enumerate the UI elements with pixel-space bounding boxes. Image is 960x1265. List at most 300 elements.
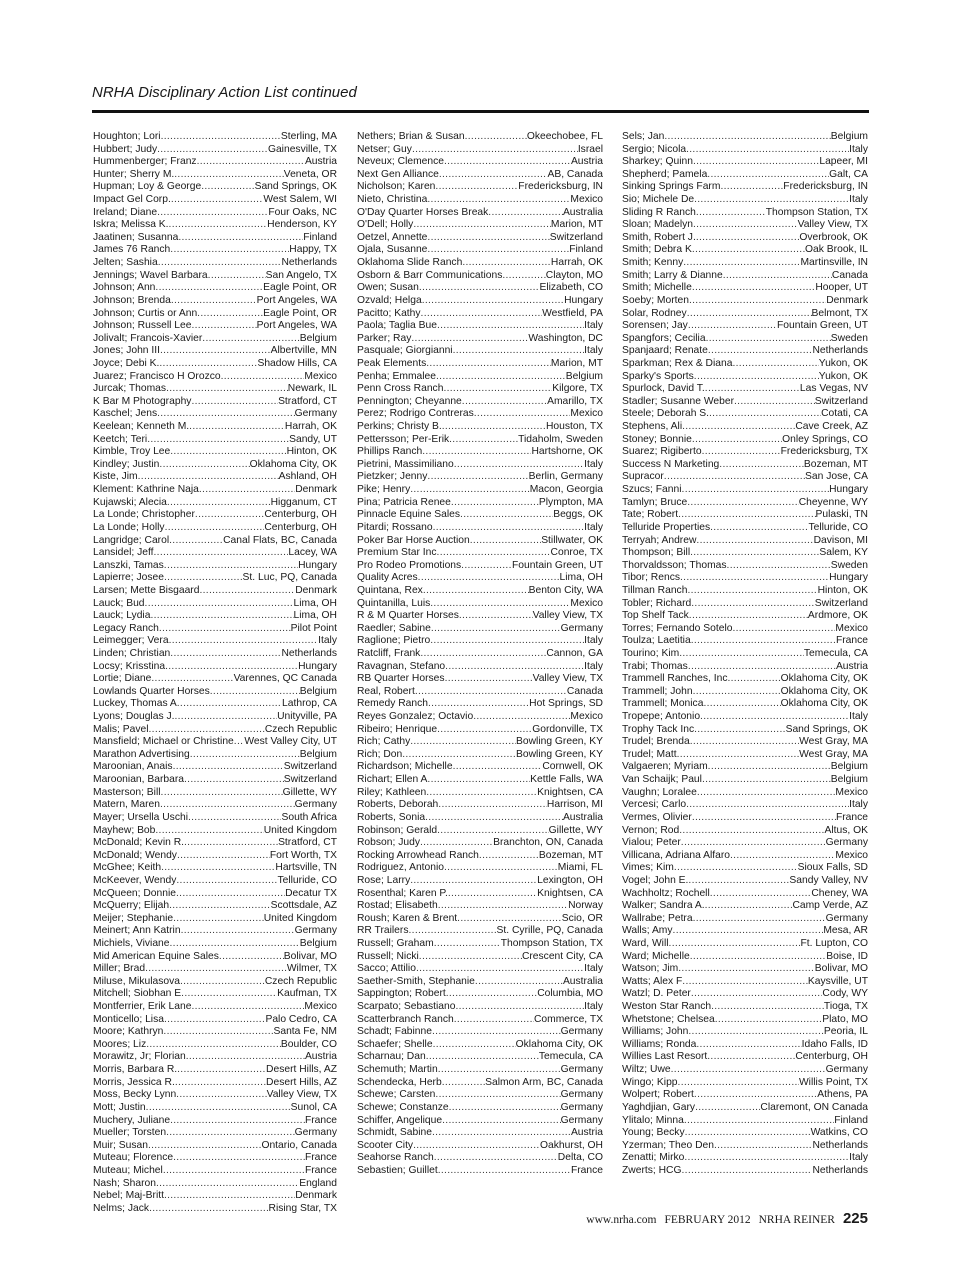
dot-leader <box>163 1165 305 1178</box>
list-item <box>357 1115 603 1128</box>
entry-location: Sweden <box>830 332 868 344</box>
dot-leader <box>180 976 265 989</box>
entry-name: McQuerry; Elijah <box>93 900 170 912</box>
entry-name: James 76 Ranch <box>93 244 171 256</box>
dot-leader <box>427 244 569 257</box>
entry-name: Oklahoma Slide Ranch <box>357 257 463 269</box>
list-item <box>357 724 603 737</box>
list-item <box>93 345 337 358</box>
entry-location: Sandy, UT <box>289 433 337 445</box>
entry-name: Remedy Ranch <box>357 698 428 710</box>
list-item <box>93 686 337 699</box>
entry-name: Peak Elements <box>357 357 427 369</box>
list-item <box>93 862 337 875</box>
entry-name: Legacy Ranch <box>93 622 159 634</box>
entry-name: Sappington; Robert <box>357 988 446 1000</box>
dot-leader <box>691 598 815 611</box>
entry-location: Sandy Valley, NV <box>789 874 868 886</box>
dot-leader <box>673 925 824 938</box>
entry-name: Lyons; Douglas J. <box>93 711 175 723</box>
entry-name: Lauck; Lydia <box>93 610 151 622</box>
entry-name: Matern, Maren <box>93 799 160 811</box>
list-item <box>357 194 603 207</box>
list-item <box>622 522 868 535</box>
entry-name: La Londe; Christopher <box>93 509 195 521</box>
list-item <box>357 900 603 913</box>
dot-leader <box>410 736 516 749</box>
entry-name: Jelten; Sashia <box>93 257 158 269</box>
entry-location: Austria <box>570 1127 603 1139</box>
dot-leader <box>703 698 780 711</box>
entry-location: Oklahoma City, OK <box>249 458 337 470</box>
list-item <box>622 333 868 346</box>
entry-name: Vernon; Rod <box>622 824 680 836</box>
dot-leader <box>173 761 284 774</box>
list-item <box>93 661 337 674</box>
list-item <box>93 244 337 257</box>
entry-name: Jennings; Wavel Barbara <box>93 269 208 281</box>
entry-location: Stratford, CT <box>278 837 337 849</box>
dot-leader <box>148 1140 261 1153</box>
entry-location: Hungary <box>298 559 337 571</box>
list-item <box>93 900 337 913</box>
entry-name: Morawitz, Jr; Florian <box>93 1051 186 1063</box>
entry-location: Willis Point, TX <box>798 1076 868 1088</box>
list-item <box>622 724 868 737</box>
entry-name: Sebastien; Guillet <box>357 1164 438 1176</box>
list-item <box>622 320 868 333</box>
entry-name: Maroonian, Anais <box>93 761 173 773</box>
dot-leader <box>188 812 281 825</box>
dot-leader <box>419 282 540 295</box>
list-item <box>357 686 603 699</box>
list-item <box>93 825 337 838</box>
entry-name: Ylitalo; Minna <box>622 1114 684 1126</box>
list-item <box>357 888 603 901</box>
entry-name: Sergio; Nicola <box>622 143 687 155</box>
entry-name: Yaghdjian, Gary <box>622 1101 696 1113</box>
entry-location: France <box>304 1164 337 1176</box>
list-item <box>357 598 603 611</box>
dot-leader <box>164 572 243 585</box>
entry-name: Spanjaard; Renate <box>622 345 708 357</box>
entry-location: West Gray, MA <box>799 736 868 748</box>
entry-name: Suarez; Rigiberto <box>622 446 702 458</box>
dot-leader <box>442 421 546 434</box>
entry-location: Tidaholm, Sweden <box>518 433 603 445</box>
list-item <box>622 232 868 245</box>
dot-leader <box>479 850 539 863</box>
entry-name: Muchery, Juliane <box>93 1114 171 1126</box>
list-item <box>93 194 337 207</box>
dot-leader <box>434 1152 558 1165</box>
dot-leader <box>674 862 798 875</box>
entry-name: Nieto, Christina <box>357 194 428 206</box>
dot-leader <box>427 774 530 787</box>
entry-name: Masterson; Bill <box>93 786 161 798</box>
list-item <box>357 913 603 926</box>
list-item <box>622 749 868 762</box>
list-item <box>93 560 337 573</box>
entry-location: Germany <box>560 1114 603 1126</box>
entry-name: Smith; Kenny <box>622 257 684 269</box>
list-item <box>93 144 337 157</box>
entry-location: Hinton, OK <box>817 584 868 596</box>
entry-location: Eagle Point, OR <box>263 307 337 319</box>
entry-location: Cotati, CA <box>821 408 868 420</box>
list-item <box>622 1152 868 1165</box>
entry-name: Perkins; Christy B. <box>357 421 442 433</box>
entry-location: Denmark <box>295 1190 337 1202</box>
list-item <box>93 156 337 169</box>
entry-name: Kindley; Justin <box>93 458 160 470</box>
dot-leader <box>149 1203 268 1216</box>
entry-location: Commerce, TX <box>533 1013 603 1025</box>
entry-name: Malis; Pavel <box>93 723 149 735</box>
entry-name: Spangfors; Cecilia <box>622 332 706 344</box>
entry-name: Reyes Gonzalez; Octavio <box>357 711 474 723</box>
list-item <box>93 799 337 812</box>
dot-leader <box>453 345 585 358</box>
list-item <box>357 484 603 497</box>
dot-leader <box>451 497 539 510</box>
entry-name: Schmidt, Sabine <box>357 1127 432 1139</box>
entry-location: Onley Springs, CO <box>782 433 868 445</box>
list-item <box>622 358 868 371</box>
entry-name: Williams; John <box>622 1026 689 1038</box>
entry-name: Kaschel; Jens <box>93 408 158 420</box>
list-item <box>622 698 868 711</box>
entry-name: Lapierre; Josee <box>93 572 164 584</box>
dot-leader <box>692 282 816 295</box>
entry-name: Morris, Jessica R. <box>93 1076 175 1088</box>
list-item <box>357 421 603 434</box>
list-item <box>93 875 337 888</box>
dot-leader <box>412 144 578 157</box>
entry-location: Lacey, WA <box>288 547 337 559</box>
entry-location: Italy <box>584 458 603 470</box>
entry-name: Neveux; Clemence <box>357 156 444 168</box>
entry-location: Houston, TX <box>545 421 603 433</box>
entry-name: Trammell; Monica <box>622 698 704 710</box>
entry-name: Penn Cross Ranch <box>357 383 444 395</box>
list-item <box>622 345 868 358</box>
dot-leader <box>167 497 271 510</box>
entry-name: Lortie; Diane <box>93 673 152 685</box>
list-item <box>93 837 337 850</box>
entry-location: Columbia, MO <box>537 988 603 1000</box>
entry-name: Trudel; Brenda <box>622 736 690 748</box>
entry-location: Italy <box>849 711 868 723</box>
dot-leader <box>437 320 584 333</box>
dot-leader <box>700 711 849 724</box>
entry-name: O'Day Quarter Horses Break <box>357 206 489 218</box>
entry-name: Marathon Advertising <box>93 748 190 760</box>
entry-name: Locsy; Krisstina <box>93 660 166 672</box>
entry-name: RB Quarter Horses <box>357 673 445 685</box>
dot-leader <box>199 585 295 598</box>
list-item <box>93 1140 337 1153</box>
dot-leader <box>437 724 532 737</box>
entry-location: Bozeman, MT <box>538 849 603 861</box>
entry-name: Quintanilla, Luis <box>357 597 431 609</box>
dot-leader <box>176 1089 266 1102</box>
entry-location: Pilot Point <box>290 622 337 634</box>
entry-location: France <box>304 1114 337 1126</box>
list-item <box>357 169 603 182</box>
dot-leader <box>161 862 275 875</box>
dot-leader <box>431 623 561 636</box>
entry-name: Trammell Ranches, Inc <box>622 673 728 685</box>
entry-location: Desert Hills, AZ <box>266 1076 337 1088</box>
dot-leader <box>454 1014 534 1027</box>
dot-leader <box>727 560 831 573</box>
entry-name: Juarez; Francisco H Orozco <box>93 370 221 382</box>
entry-location: Germany <box>560 1026 603 1038</box>
entry-location: England <box>299 1177 337 1189</box>
dot-leader <box>170 446 286 459</box>
list-item <box>622 925 868 938</box>
entry-location: Oklahoma City, OK <box>780 698 868 710</box>
dot-leader <box>692 812 836 825</box>
entry-name: Thompson; Bill <box>622 547 691 559</box>
entry-name: Sorensen; Jay <box>622 320 688 332</box>
entry-name: Owen; Susan <box>357 282 419 294</box>
entry-name: Kimble, Troy Lee <box>93 446 171 458</box>
entry-location: Knightsen, CA <box>537 786 603 798</box>
dot-leader <box>433 1039 516 1052</box>
entry-name: Johnson; Curtis or Ann <box>93 307 198 319</box>
dot-leader <box>197 156 305 169</box>
entry-location: Hot Springs, SD <box>529 698 603 710</box>
entry-location: Boise, ID <box>826 950 868 962</box>
list-item <box>357 799 603 812</box>
dot-leader <box>449 1102 561 1115</box>
list-item <box>622 963 868 976</box>
list-item <box>622 951 868 964</box>
dot-leader <box>723 270 832 283</box>
dot-leader <box>730 850 835 863</box>
dot-leader <box>147 434 289 447</box>
dot-leader <box>413 219 551 232</box>
dot-leader <box>734 396 815 409</box>
entry-name: Larsen; Mette Bisgaard <box>93 584 200 596</box>
list-item <box>93 509 337 522</box>
entry-name: Shepherd; Pamela <box>622 168 708 180</box>
entry-name: Watts; Alex F <box>622 975 683 987</box>
entry-location: Italy <box>584 345 603 357</box>
entry-location: Davison, MI <box>813 534 868 546</box>
list-item <box>357 698 603 711</box>
entry-name: Mueller; Torsten <box>93 1127 167 1139</box>
dot-leader <box>432 1127 571 1140</box>
list-item <box>93 471 337 484</box>
entry-name: Schendecka, Herb <box>357 1076 442 1088</box>
entry-location: Ardmore, OK <box>807 610 868 622</box>
dot-leader <box>199 484 295 497</box>
entry-name: Montferrier, Erik Lane <box>93 1001 192 1013</box>
entry-name: Hunter; Sherry M. <box>93 168 175 180</box>
list-item <box>93 1165 337 1178</box>
entry-name: Raedler; Sabine <box>357 622 431 634</box>
dot-leader <box>694 371 819 384</box>
list-item <box>357 459 603 472</box>
list-item <box>357 257 603 270</box>
list-item <box>93 988 337 1001</box>
entry-name: Ojala, Susanne <box>357 244 428 256</box>
dot-leader <box>165 661 298 674</box>
list-item <box>357 1102 603 1115</box>
dot-leader <box>677 749 800 762</box>
page-footer <box>586 1210 868 1227</box>
entry-name: Stadler; Susanne Weber <box>622 395 734 407</box>
list-item <box>93 963 337 976</box>
entry-location: Lima, OH <box>293 597 337 609</box>
list-item <box>357 648 603 661</box>
entry-location: Washington, DC <box>528 332 603 344</box>
entry-name: Jurcak; Thomas <box>93 383 167 395</box>
list-item <box>357 635 603 648</box>
entry-location: Fountain Green, UT <box>777 320 868 332</box>
entry-location: France <box>835 635 868 647</box>
entry-location: Netherlands <box>812 1164 868 1176</box>
dot-leader <box>157 144 268 157</box>
entry-name: Riley; Kathleen <box>357 786 427 798</box>
list-item <box>357 320 603 333</box>
dot-leader <box>678 1077 799 1090</box>
list-item <box>622 194 868 207</box>
entry-name: Scarpato; Sebastiano <box>357 1001 456 1013</box>
list-item <box>357 156 603 169</box>
list-item <box>622 1001 868 1014</box>
entry-name: Langridge; Carol <box>93 534 170 546</box>
dot-leader <box>164 560 298 573</box>
list-item <box>357 207 603 220</box>
list-item <box>93 459 337 472</box>
dot-leader <box>427 232 549 245</box>
dot-leader <box>459 610 533 623</box>
dot-leader <box>165 522 265 535</box>
entry-location: Belgium <box>830 774 868 786</box>
entry-location: Yukon, OK <box>818 370 868 382</box>
list-item <box>93 270 337 283</box>
list-item <box>357 850 603 863</box>
dot-leader <box>402 749 516 762</box>
list-item <box>622 459 868 472</box>
entry-location: Ft. Lupton, CO <box>800 938 868 949</box>
entry-name: Muteau; Florence <box>93 1152 174 1164</box>
entry-location: Hooper, UT <box>815 282 868 294</box>
dot-leader <box>691 988 823 1001</box>
entry-location: Italy <box>584 963 603 975</box>
entry-name: Quality Acres <box>357 572 418 584</box>
dot-leader <box>435 181 518 194</box>
entry-name: Pasquale; Giorgianni <box>357 345 453 357</box>
entry-name: Osborn & Barr Communications <box>357 269 503 281</box>
entry-name: McDonald; Wendy <box>93 849 177 861</box>
entry-location: Fountain Green, UT <box>512 559 603 571</box>
list-item <box>622 623 868 636</box>
list-item <box>93 421 337 434</box>
entry-name: Tourino; Kim <box>622 647 680 659</box>
dot-leader <box>444 156 571 169</box>
dot-leader <box>420 837 493 850</box>
list-item <box>622 661 868 674</box>
dot-leader <box>195 509 264 522</box>
entry-name: Smith; Michelle <box>622 282 692 294</box>
dot-leader <box>160 345 271 358</box>
list-item <box>622 635 868 648</box>
entry-name: Trophy Tack Inc <box>622 723 695 735</box>
list-item <box>357 1039 603 1052</box>
entry-location: Cheyenne, WY <box>798 496 868 508</box>
list-item <box>93 1152 337 1165</box>
list-item <box>622 207 868 220</box>
entry-name: Sliding R Ranch <box>622 206 696 218</box>
dot-leader <box>682 1165 813 1178</box>
entry-location: Netherlands <box>812 345 868 357</box>
entry-name: Supracor <box>622 471 664 483</box>
entry-location: Centerburg, OH <box>264 521 337 533</box>
entry-name: Perez; Rodrigo Contreras <box>357 408 474 420</box>
list-item <box>622 988 868 1001</box>
list-item <box>357 711 603 724</box>
dot-leader <box>732 623 835 636</box>
dot-leader <box>720 181 783 194</box>
entry-name: Pinnacle Equine Sales <box>357 509 461 521</box>
entry-location: Port Angeles, WA <box>256 320 337 332</box>
dot-leader <box>702 774 831 787</box>
entry-name: Pacitto; Kathy <box>357 307 421 319</box>
dot-leader <box>184 837 278 850</box>
entry-location: Mexico <box>570 408 603 420</box>
list-item <box>357 1165 603 1178</box>
dot-leader <box>710 522 808 535</box>
entry-name: Vimes; Kim <box>622 862 674 874</box>
list-item <box>93 787 337 800</box>
dot-leader <box>453 761 543 774</box>
entry-location: Albertville, MN <box>270 345 337 357</box>
dot-leader <box>178 232 303 245</box>
list-item <box>93 358 337 371</box>
dot-leader <box>455 1001 584 1014</box>
entry-name: Sio; Michele De <box>622 194 695 206</box>
dot-leader <box>184 774 284 787</box>
entry-location: Cheney, WA <box>811 887 868 899</box>
entry-name: Stephens, Ali <box>622 421 683 433</box>
list-item <box>93 522 337 535</box>
entry-name: Lanszki, Tamas <box>93 559 164 571</box>
entry-location: Germany <box>560 1064 603 1076</box>
entry-name: Moore; Kathryn <box>93 1026 164 1038</box>
dot-leader <box>138 471 279 484</box>
entry-location: Marion, MT <box>550 357 603 369</box>
entry-location: Switzerland <box>283 774 337 786</box>
entry-location: Temecula, CA <box>538 1051 603 1063</box>
dot-leader <box>719 459 804 472</box>
list-item <box>357 509 603 522</box>
dot-leader <box>711 1001 824 1014</box>
page-header <box>92 84 869 102</box>
entry-location: Belmont, TX <box>811 307 868 319</box>
list-item <box>357 446 603 459</box>
entry-name: Monticello; Lisa <box>93 1013 164 1025</box>
entry-location: Mexico <box>835 786 868 798</box>
list-item <box>357 572 603 585</box>
entry-name: Mott; Justin <box>93 1101 146 1113</box>
dot-leader <box>708 345 813 358</box>
entry-location: Plympton, MA <box>538 496 603 508</box>
